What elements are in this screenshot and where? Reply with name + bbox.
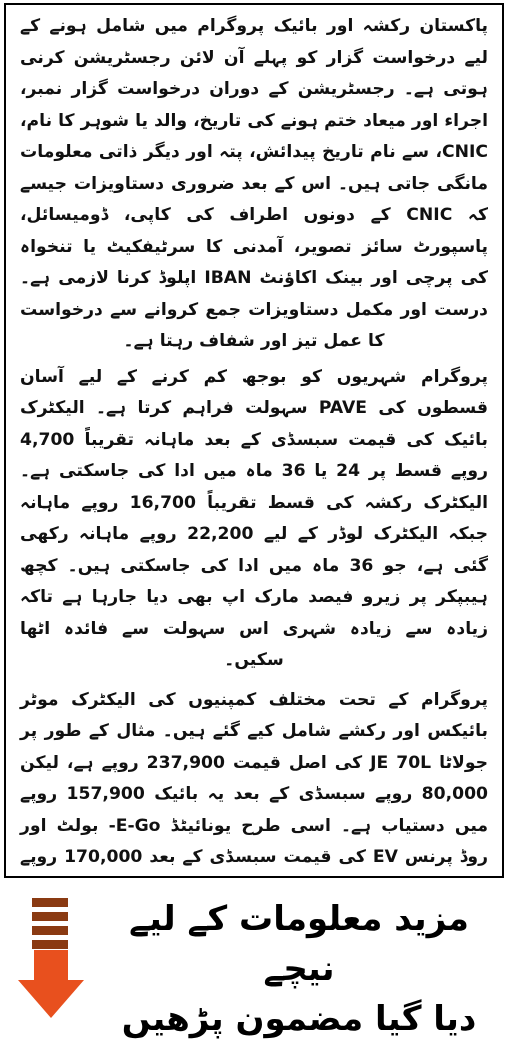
paragraph-installments: پروگرام شہریوں کو بوجھ کم کرنے کے لیے آسان قسطوں کی PAVE سہولت فراہم کرتا ہے۔ الیکٹرک بائیک کی قیمت سبسڈی کے بعد ماہانہ تقریباً 4,700 روپے قسط پر 24 یا 36 ماہ میں ادا کی جاسکتی ہے۔ الیکٹرک رکشہ کی قسط تقریباً 16,700 روپے ماہانہ جبکہ الیکٹرک لوڈر کے لیے 22,200 روپے ماہانہ رکھی گئی ہے، جو 36 ماہ میں ادا کی جاسکتی ہیں۔ کچھ ہیبپکر پر زیرو فیصد مارک اپ بھی دیا جارہا ہے تاکہ زیادہ سے زیادہ شہری اس سہولت سے فائدہ اٹھا سکیں۔ xyxy=(20,366,489,670)
article-box xyxy=(4,3,504,878)
paragraph-registration: پاکستان رکشہ اور بائیک پروگرام میں شامل ہونے کے لیے درخواست گزار کو پہلے آن لائن رجسٹریشن کرنی ہوتی ہے۔ رجسٹریشن کے دوران درخواست گزار نمبر، اجراء اور میعاد ختم ہونے کی تاریخ، والد یا شوہر کا نام، CNIC، سے نام تاریخ پیدائش، پتہ اور دیگر ذاتی معلومات مانگی جاتی ہیں۔ اس کے بعد ضروری دستاویزات جیسے کہ CNIC کے دونوں اطراف کی کاپی، ڈومیسائل، پاسپورٹ سائز تصویر، آمدنی کا سرٹیفکیٹ یا تنخواہ کی پرچی اور بینک اکاؤنٹ IBAN اپلوڈ کرنا لازمی ہے۔ درست اور مکمل دستاویزات جمع کروانے سے درخواست کا عمل تیز اور شفاف رہتا ہے۔ xyxy=(20,16,489,351)
arrow-bar xyxy=(32,912,68,921)
arrow-head xyxy=(18,950,84,1020)
paragraph-models-prices: پروگرام کے تحت مختلف کمپنیوں کی الیکٹرک موٹر بائیکس اور رکشے شامل کیے گئے ہیں۔ مثال کے طور پر جولاٹا JE 70L کی اصل قیمت 237,900 روپے ہے، لیکن 80,000 روپے سبسڈی کے بعد یہ بائیک 157,900 روپے میں دستیاب ہے۔ اسی طرح یونائیٹڈ E-Go- بولٹ اور روڈ پرنس EV کی قیمت سبسڈی کے بعد 170,000 روپے xyxy=(20,689,489,867)
arrow-bar xyxy=(32,926,68,935)
read-more-banner[interactable] xyxy=(0,878,512,1039)
down-arrow-icon xyxy=(18,898,84,1016)
arrow-bar xyxy=(32,898,68,907)
read-more-line-2: دیا گیا مضمون پڑھیں xyxy=(121,999,477,1039)
read-more-text[interactable] xyxy=(94,894,504,1044)
read-more-line-1: مزید معلومات کے لیے نیچے xyxy=(129,899,469,989)
arrow-bar xyxy=(32,940,68,949)
